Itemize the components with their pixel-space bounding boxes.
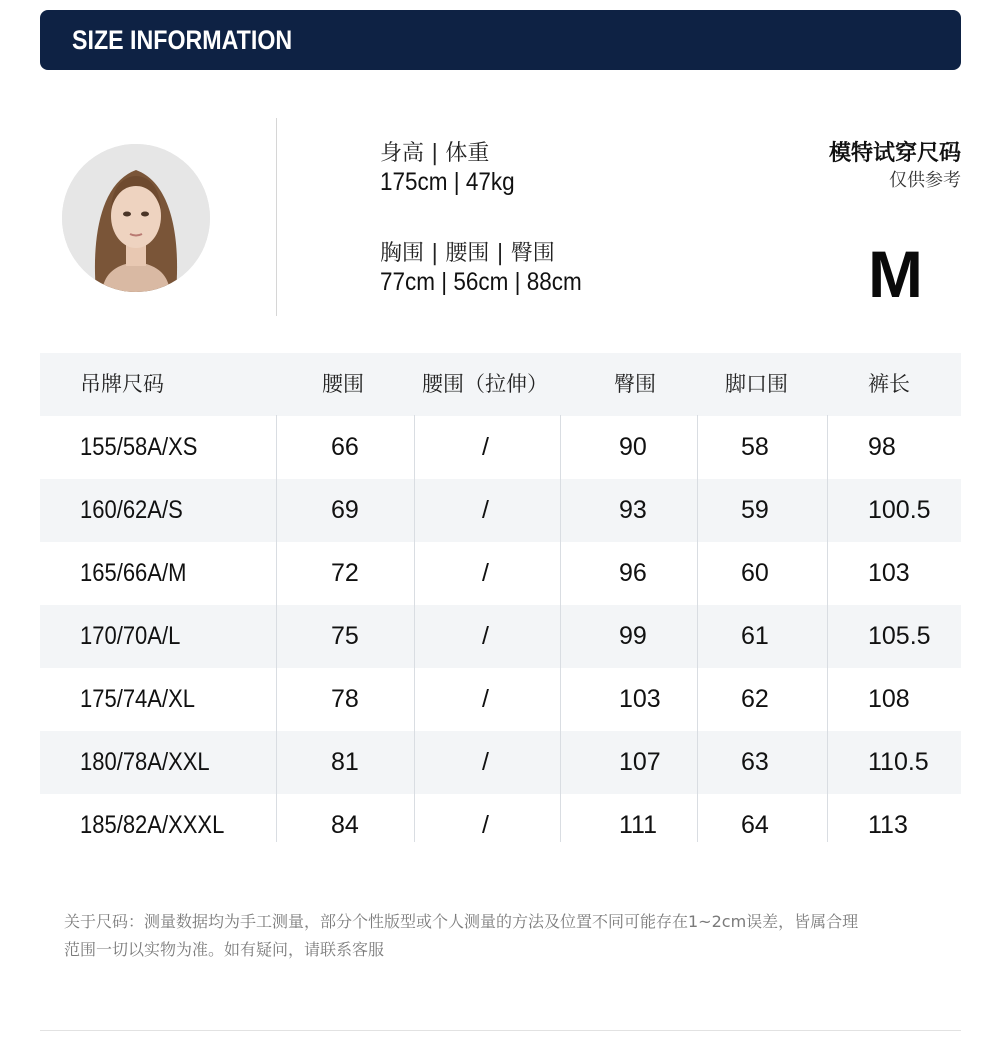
table-cell: 96 (619, 559, 647, 587)
model-avatar (62, 144, 210, 292)
table-cell: 100.5 (868, 496, 931, 524)
size-note-line: 范围一切以实物为准。如有疑问，请联系客服 (64, 940, 385, 959)
table-cell: 160/62A/S (80, 496, 183, 524)
reference-size-subtitle: 仅供参考 (889, 170, 961, 191)
measurements-value: 77cm | 56cm | 88cm (380, 268, 582, 296)
size-note-line: 关于尺码：测量数据均为手工测量，部分个性版型或个人测量的方法及位置不同可能存在1~2cm误差，皆属合理 (64, 912, 859, 931)
bottom-divider (40, 1030, 961, 1031)
column-divider (560, 415, 561, 842)
table-row (40, 605, 961, 668)
table-cell: 180/78A/XXL (80, 748, 210, 776)
page-title: SIZE INFORMATION (72, 25, 293, 55)
table-cell: / (482, 622, 489, 650)
table-cell: 69 (331, 496, 359, 524)
table-cell: 64 (741, 811, 769, 839)
column-divider (276, 415, 277, 842)
reference-size-title: 模特试穿尺码 (828, 141, 961, 166)
column-divider (414, 415, 415, 842)
table-row (40, 731, 961, 794)
size-note (64, 908, 954, 964)
table-row (40, 479, 961, 542)
table-cell: 155/58A/XS (80, 433, 198, 461)
table-cell: 105.5 (868, 622, 931, 650)
table-cell: / (482, 496, 489, 524)
measurements-label: 胸围 | 腰围 | 臀围 (380, 241, 555, 266)
header-cell: 吊牌尺码 (80, 372, 164, 396)
table-cell: 59 (741, 496, 769, 524)
table-cell: 81 (331, 748, 359, 776)
table-cell: / (482, 811, 489, 839)
height-weight-label: 身高 | 体重 (380, 141, 490, 166)
header-cell: 臀围 (614, 372, 656, 396)
table-cell: 78 (331, 685, 359, 713)
table-cell: 66 (331, 433, 359, 461)
header-cell: 裤长 (868, 372, 910, 396)
table-cell: 108 (868, 685, 910, 713)
header-cell: 腰围 (322, 372, 364, 396)
table-cell: 111 (619, 811, 658, 839)
table-cell: 84 (331, 811, 359, 839)
table-cell: 107 (619, 748, 661, 776)
table-cell: 99 (619, 622, 647, 650)
column-divider (827, 415, 828, 842)
header-cell: 腰围（拉伸） (422, 372, 548, 396)
table-cell: 63 (741, 748, 769, 776)
table-cell: 62 (741, 685, 769, 713)
table-cell: / (482, 748, 489, 776)
table-cell: 165/66A/M (80, 559, 187, 587)
header-cell: 脚口围 (725, 372, 788, 396)
table-cell: 103 (619, 685, 661, 713)
table-cell: 61 (741, 622, 769, 650)
table-cell: / (482, 559, 489, 587)
table-cell: 60 (741, 559, 769, 587)
table-cell: 90 (619, 433, 647, 461)
table-cell: 98 (868, 433, 896, 461)
height-weight-value: 175cm | 47kg (380, 168, 515, 196)
header-bar (40, 10, 961, 70)
reference-size: M (868, 237, 923, 311)
model-info (40, 118, 961, 318)
table-cell: 175/74A/XL (80, 685, 195, 713)
column-divider (697, 415, 698, 842)
table-cell: 103 (868, 559, 910, 587)
table-cell: 93 (619, 496, 647, 524)
table-cell: / (482, 685, 489, 713)
table-row (40, 416, 961, 479)
table-cell: 185/82A/XXXL (80, 811, 225, 839)
table-cell: 170/70A/L (80, 622, 181, 650)
table-cell: 113 (868, 811, 908, 839)
table-cell: 58 (741, 433, 769, 461)
table-row (40, 794, 961, 857)
table-cell: 72 (331, 559, 359, 587)
table-header-row (40, 353, 961, 416)
table-cell: 110.5 (868, 748, 929, 776)
table-row (40, 542, 961, 605)
table-cell: / (482, 433, 489, 461)
table-row (40, 668, 961, 731)
table-cell: 75 (331, 622, 359, 650)
vertical-divider (276, 118, 277, 316)
